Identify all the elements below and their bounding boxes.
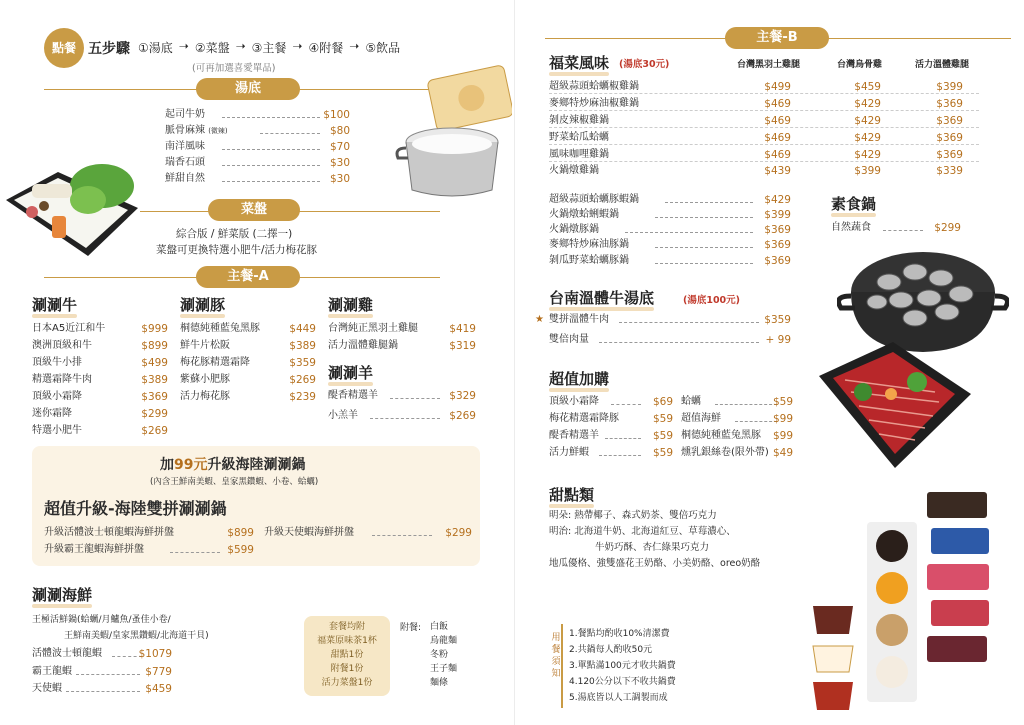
left-page — [0, 0, 510, 725]
pork-name: 桐德純種藍兔黑豚 — [180, 323, 260, 334]
upgrade-name: 升級天使蝦海鮮拼盤 — [264, 527, 354, 538]
right-page — [514, 0, 1024, 725]
soup-price: $70 — [329, 141, 350, 153]
fucai2-name: 麥鄉特炒麻油豚鍋 — [549, 239, 629, 250]
seafood-price: $459 — [145, 683, 172, 695]
beef-price: $269 — [141, 425, 168, 437]
seafood-name: 天使蝦 — [32, 683, 62, 694]
leader — [370, 411, 440, 419]
fucai2-price: $399 — [764, 209, 791, 221]
fucai-price: $469 — [764, 98, 791, 110]
leader — [625, 225, 753, 233]
steps-note: (可再加選喜愛單品) — [192, 63, 276, 74]
steps-title: 五步驟 — [88, 41, 130, 57]
chicken-title: 涮涮雞 — [328, 294, 373, 315]
set-meal-line: 活力菜盤1份 — [321, 678, 373, 688]
fucai-price: $469 — [764, 132, 791, 144]
milk-pot-illustration — [392, 62, 512, 202]
addon-price: $59 — [772, 396, 793, 408]
pork-name: 鮮牛片松阪 — [180, 340, 230, 351]
beef-price: $499 — [141, 357, 168, 369]
fucai-price: $399 — [936, 81, 963, 93]
addon-name: 頂級小霜降 — [549, 396, 599, 407]
lamb-price: $269 — [449, 410, 476, 422]
upgrade-price: $299 — [445, 527, 472, 539]
chicken-name: 台灣純正黑羽土雞腿 — [328, 323, 418, 334]
note-item: 2.共鍋每人酌收50元 — [569, 645, 653, 655]
soup-name: 南洋風味 — [165, 141, 205, 152]
addon-price: $99 — [772, 430, 793, 442]
addon-price: $59 — [652, 413, 673, 425]
step-4: ④附餐 — [308, 41, 344, 55]
fucai-name: 野菜蛤瓜蛤蠣 — [549, 132, 609, 143]
side-item: 白飯 — [430, 622, 449, 632]
fucai2-name: 剝瓜野菜蛤蠣豚鍋 — [549, 255, 629, 266]
tainan-price: $359 — [764, 314, 791, 326]
side-item: 麵條 — [430, 678, 449, 688]
main-b-title: 主餐-B — [725, 27, 829, 49]
leader — [66, 684, 140, 692]
veg-note: 菜盤可更換特選小肥牛/活力梅花豚 — [156, 244, 318, 256]
addon-name: 梅花精選霜降豚 — [549, 413, 619, 424]
note-item: 5.湯底皆以人工調製而成 — [569, 693, 668, 703]
upgrade-includes: (內含王鮮南美蝦、皇家黑鑽蝦、小卷、蛤蠣) — [150, 477, 319, 487]
arrow-icon: ➝ — [292, 39, 303, 53]
beef-name: 頂級牛小排 — [32, 357, 82, 368]
veggie-price: $299 — [934, 222, 961, 234]
chicken-price: $419 — [449, 323, 476, 335]
beef-platter-illustration — [815, 336, 975, 472]
fucai2-price: $369 — [764, 224, 791, 236]
dessert-line: 明治: 北海道牛奶、北海道紅豆、草莓濃心、 — [549, 526, 736, 537]
beef-name: 頂級小霜降 — [32, 391, 82, 402]
side-item: 冬粉 — [430, 650, 449, 660]
leader — [655, 256, 753, 264]
row-rule — [549, 93, 979, 94]
fucai-price: $469 — [764, 115, 791, 127]
fucai-name: 火鍋燉雞鍋 — [549, 165, 599, 176]
beef-price: $999 — [141, 323, 168, 335]
pork-name: 紫蘇小肥豚 — [180, 374, 230, 385]
side-list — [430, 620, 457, 690]
dessert-products-illustration — [807, 486, 1003, 716]
note-item: 1.餐點均酌收10%清潔費 — [569, 629, 670, 639]
fucai-price: $369 — [936, 98, 963, 110]
leader — [619, 315, 759, 323]
set-meal-line: 福菜原味茶1杯 — [317, 636, 377, 646]
addon-name: 桐德純種藍兔黑豚 — [681, 430, 761, 441]
addon-name: 超值海鮮 — [681, 413, 721, 424]
upgrade-headline: 加99元升級海陸涮涮鍋 — [160, 457, 306, 473]
leader — [883, 223, 923, 231]
fucai-name: 超級蒜頭蛤蠣椒雞鍋 — [549, 81, 639, 92]
upgrade-name: 升級霸王龍蝦海鮮拼盤 — [44, 544, 144, 555]
row-rule — [549, 161, 979, 162]
soup-name: 起司牛奶 — [165, 109, 205, 120]
fucai2-name: 火鍋燉豚鍋 — [549, 224, 599, 235]
beef-name: 日本A5近江和牛 — [32, 323, 106, 334]
tainan-title: 台南溫體牛湯底 — [549, 287, 654, 308]
addon-price: $49 — [772, 447, 793, 459]
upgrade-name: 升級活體波士頓龍蝦海鮮拼盤 — [44, 527, 174, 538]
set-meal-line: 套餐均附 — [328, 622, 365, 632]
lamb-title: 涮涮羊 — [328, 362, 373, 383]
fucai-price: $339 — [936, 165, 963, 177]
pork-price: $449 — [289, 323, 316, 335]
addon-price: $99 — [772, 413, 793, 425]
addon-name: 活力鮮蝦 — [549, 447, 589, 458]
beef-price: $369 — [141, 391, 168, 403]
veggie-title: 素食鍋 — [831, 193, 876, 214]
upgrade-title: 超值升級-海陸雙拼涮涮鍋 — [44, 499, 227, 518]
soup-name: 鮮甜自然 — [165, 173, 205, 184]
seafood-name: 霸王龍蝦 — [32, 666, 72, 677]
set-meal-line: 甜點1份 — [330, 650, 364, 660]
soup-price: $80 — [329, 125, 350, 137]
veg-options: 綜合版 / 鮮菜版 (二擇一) — [176, 228, 293, 240]
arrow-icon: ➝ — [178, 39, 189, 53]
fucai-name: 剝皮辣椒雞鍋 — [549, 115, 609, 126]
side-item: 王子麵 — [430, 664, 458, 674]
fucai-name: 風味咖哩雞鍋 — [549, 149, 609, 160]
fucai2-price: $369 — [764, 239, 791, 251]
dessert-list — [549, 508, 760, 572]
notes-label: 用餐須知 — [551, 633, 561, 679]
fucai-price: $429 — [854, 98, 881, 110]
set-meal-list — [304, 620, 390, 690]
chicken-name: 活力溫體雞腿鍋 — [328, 340, 398, 351]
beef-price: $299 — [141, 408, 168, 420]
lamb-price: $329 — [449, 390, 476, 402]
seafood-name: 活體波士頓龍蝦 — [32, 648, 102, 659]
pork-name: 活力梅花豚 — [180, 391, 230, 402]
fucai2-price: $429 — [764, 194, 791, 206]
arrow-icon: ➝ — [349, 39, 360, 53]
fucai2-name: 超級蒜頭蛤蠣豚蝦鍋 — [549, 194, 639, 205]
set-meal-line: 附餐1份 — [330, 664, 364, 674]
dessert-line: 牛奶巧酥、杏仁綠果巧克力 — [595, 542, 710, 553]
step-5: ⑤飲品 — [365, 41, 401, 55]
addon-name: 蛤蠣 — [681, 396, 701, 407]
lamb-name: 小羔羊 — [328, 410, 358, 421]
leader — [390, 391, 440, 399]
soup-name: 脈骨麻辣 — [165, 125, 205, 136]
addon-name: 燻乳銀絲卷(限外帶) — [681, 447, 769, 458]
beef-name: 精選霜降牛肉 — [32, 374, 92, 385]
fucai-price: $459 — [854, 81, 881, 93]
fucai-price: $439 — [764, 165, 791, 177]
seafood-desc-1: 王極活鮮鍋(蛤蠣/月鱸魚/蚤佳小卷/ — [32, 615, 171, 625]
fucai-price: $469 — [764, 149, 791, 161]
side-item: 烏龍麵 — [430, 636, 458, 646]
col-header: 活力溫體雞腿 — [915, 60, 970, 70]
fucai2-name: 火鍋燉蛤蜊蝦鍋 — [549, 209, 619, 220]
step-2: ②菜盤 — [194, 41, 230, 55]
addon-price: $59 — [652, 447, 673, 459]
addon-price: $69 — [652, 396, 673, 408]
seafood-title: 涮涮海鮮 — [32, 584, 92, 605]
row-rule — [549, 144, 979, 145]
pork-name: 梅花豚精選霜降 — [180, 357, 250, 368]
main-a-title: 主餐-A — [196, 266, 300, 288]
beef-price: $899 — [141, 340, 168, 352]
fucai-price: $369 — [936, 132, 963, 144]
pork-title: 涮涮豚 — [180, 294, 225, 315]
seafood-price: $779 — [145, 666, 172, 678]
pork-price: $269 — [289, 374, 316, 386]
addon-name: 醍香精選羊 — [549, 430, 599, 441]
tainan-name: 雙倍肉量 — [549, 334, 589, 345]
fucai-price: $429 — [854, 149, 881, 161]
upgrade-price: $599 — [227, 544, 254, 556]
seafood-desc-2: 王鮮南美蝦/皇家黑鑽蝦/北海道干貝) — [64, 631, 209, 641]
fucai-price: $429 — [854, 115, 881, 127]
col-header: 台灣黑羽土雞腿 — [737, 60, 801, 70]
fucai-price: $369 — [936, 149, 963, 161]
leader — [665, 195, 753, 203]
addon-title: 超值加購 — [549, 368, 609, 389]
fucai-name: 麥鄉特炒麻油椒雞鍋 — [549, 98, 639, 109]
notes-list — [569, 626, 676, 706]
order-badge: 點餐 — [44, 28, 84, 68]
pork-price: $389 — [289, 340, 316, 352]
fucai-title: 福菜風味 — [549, 52, 609, 73]
soup-price: $30 — [329, 157, 350, 169]
seafood-price: $1079 — [138, 648, 172, 660]
leader — [599, 335, 759, 343]
note-item: 4.120公分以下不收共鍋費 — [569, 677, 676, 687]
leader — [655, 210, 753, 218]
vegetable-plate-illustration — [2, 156, 142, 262]
step-3: ③主餐 — [251, 41, 287, 55]
fucai-sub: (湯底30元) — [619, 59, 670, 70]
veg-title: 菜盤 — [208, 199, 300, 221]
beef-name: 澳洲頂級和牛 — [32, 340, 92, 351]
step-1: ①湯底 — [138, 41, 173, 55]
soup-title: 湯底 — [196, 78, 300, 100]
row-rule — [549, 110, 979, 111]
soup-price: $30 — [329, 173, 350, 185]
beef-title: 涮涮牛 — [32, 294, 77, 315]
fucai2-price: $369 — [764, 255, 791, 267]
pork-price: $359 — [289, 357, 316, 369]
veggie-name: 自然蔬食 — [831, 222, 871, 233]
upgrade-price: $899 — [227, 527, 254, 539]
beef-name: 特選小肥牛 — [32, 425, 82, 436]
fucai-price: $369 — [936, 115, 963, 127]
lamb-name: 醍香精選羊 — [328, 390, 378, 401]
tainan-name: 雙拼溫體牛肉 — [549, 314, 609, 325]
leader — [655, 240, 753, 248]
row-rule — [549, 127, 979, 128]
tainan-price: + 99 — [765, 334, 791, 346]
side-label: 附餐: — [400, 623, 422, 633]
pork-price: $239 — [289, 391, 316, 403]
beef-price: $389 — [141, 374, 168, 386]
star-icon: ★ — [535, 314, 544, 325]
col-header: 台灣烏骨雞 — [837, 60, 883, 70]
chicken-price: $319 — [449, 340, 476, 352]
beef-name: 迷你霜降 — [32, 408, 72, 419]
dessert-line: 地瓜優格、強雙盛花王奶酪、小美奶酪、oreo奶酪 — [549, 558, 761, 569]
note-item: 3.單點滿100元才收共鍋費 — [569, 661, 676, 671]
leader — [372, 528, 432, 536]
dessert-title: 甜點類 — [549, 484, 594, 505]
addon-price: $59 — [652, 430, 673, 442]
fucai-price: $429 — [854, 132, 881, 144]
soup-price: $100 — [323, 109, 350, 121]
fucai-price: $499 — [764, 81, 791, 93]
dessert-line: 明朵: 熱帶椰子、森式奶茶、雙倍巧克力 — [549, 510, 717, 521]
arrow-icon: ➝ — [235, 39, 246, 53]
soup-name: 瑞香石頭 — [165, 157, 205, 168]
soup-tag: (微辣) — [208, 127, 228, 135]
steps-list — [138, 39, 400, 56]
fucai-price: $399 — [854, 165, 881, 177]
tainan-sub: (湯底100元) — [683, 295, 741, 306]
